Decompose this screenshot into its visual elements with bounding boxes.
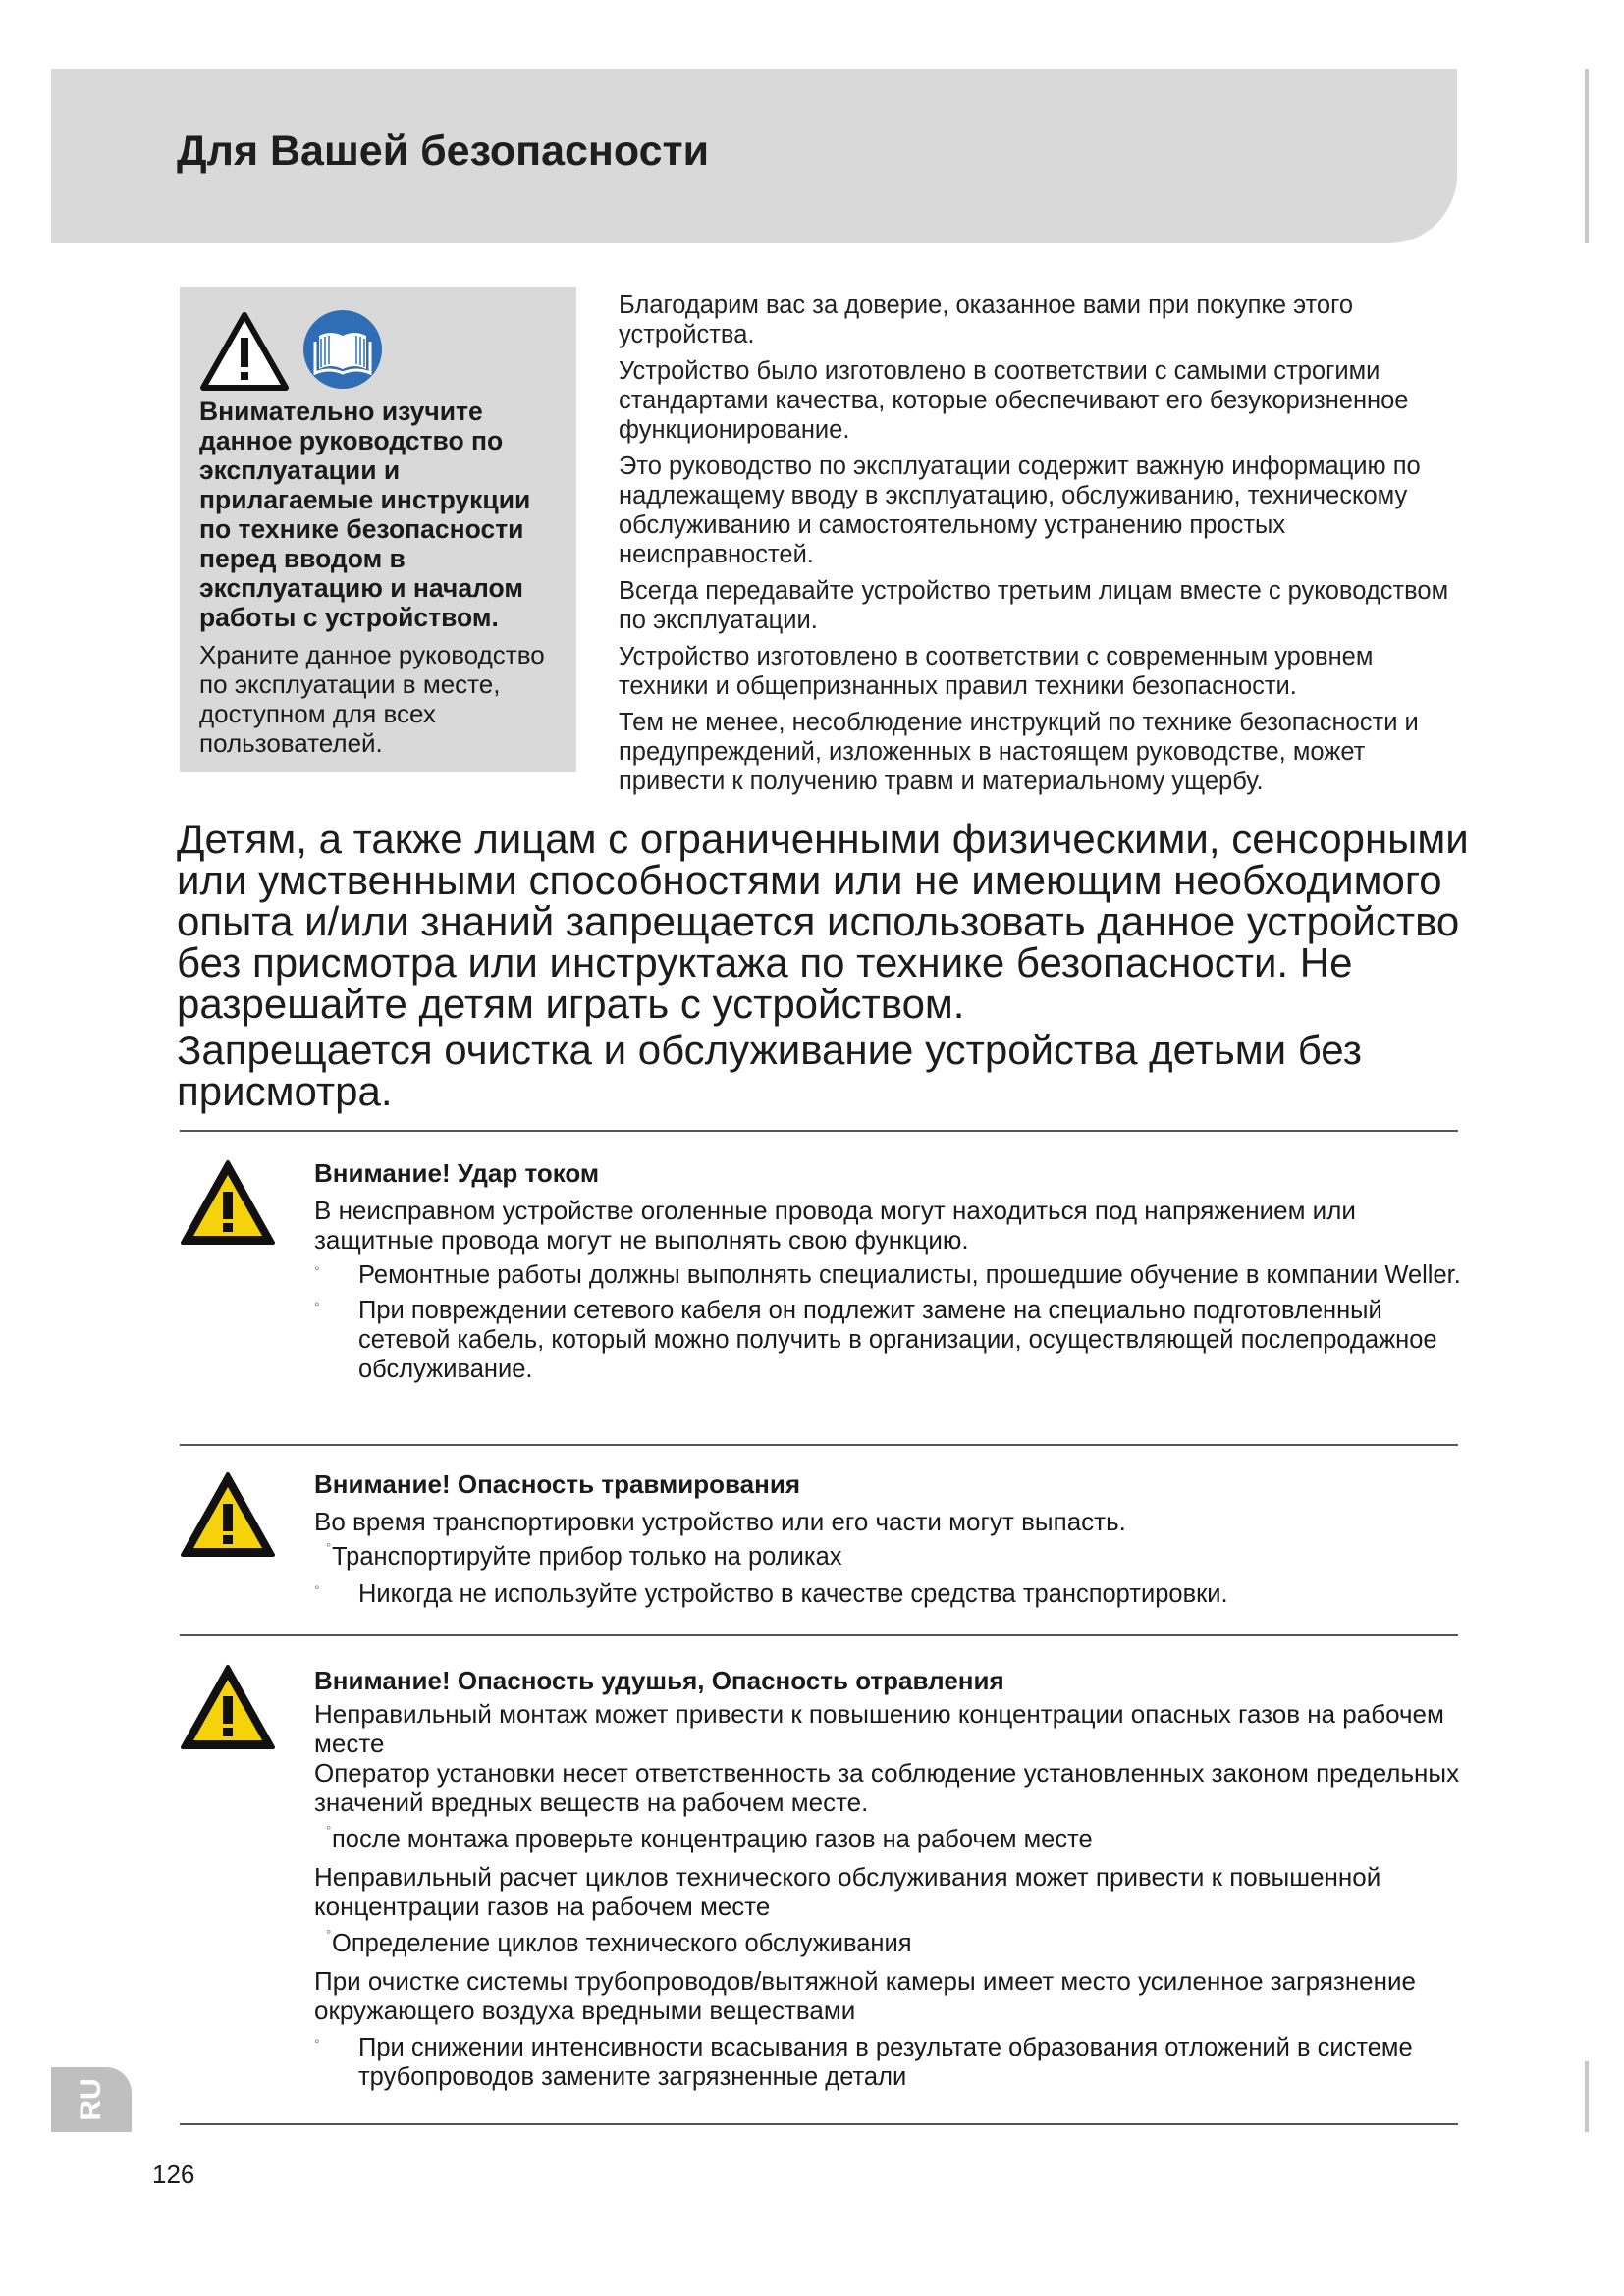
info-instruction-plain: Храните данное руководство по эксплуатации в месте, доступном для всех пользователей. [199,640,545,758]
warning-injury [314,1469,1463,1615]
edge-mark-top [1585,69,1589,243]
bullet-marker: ° [314,1582,320,1598]
info-box [180,287,576,772]
language-tab [51,2067,132,2132]
warning-text: Оператор установки несет ответственность за соблюдение установленных законом предельных значений вредных веществ на рабочем месте. [314,1758,1460,1817]
list-item-text: Ремонтные работы должны выполнять специалисты, прошедшие обучение в компании Weller. [358,1261,1461,1289]
warning-text: Неправильный монтаж может привести к повышению концентрации опасных газов на рабочем месте [314,1699,1444,1758]
warning-title: Внимание! Опасность удушья, Опасность отравления [314,1666,1004,1695]
children-warning [177,816,1473,1117]
list-item [314,1296,1463,1384]
intro-paragraph: Это руководство по эксплуатации содержит важную информацию по надлежащему вводу в эксплуатацию, обслуживанию, техническому обслуживанию и самостоятельному устранению простых неисправностей. [619,453,1421,568]
page-number: 126 [152,2160,195,2189]
edge-mark-bottom [1585,2061,1589,2132]
bullet-marker: ° [326,1540,332,1555]
warning-triangle-icon [199,310,290,393]
warning-text: Неправильный расчет циклов технического обслуживания может привести к повышенной концентрации газов на рабочем месте [314,1862,1381,1921]
bullet-marker: ° [314,2036,320,2052]
warning-text: В неисправном устройстве оголенные провода могут находиться под напряжением или защитные провода могут не выполнять свою функцию. [314,1196,1356,1255]
list-item [314,2033,1463,2092]
bullet-marker: ° [326,1927,332,1942]
warning-title: Внимание! Опасность травмирования [314,1469,800,1499]
children-warning-text-2: Запрещается очистка и обслуживание устройства детьми без присмотра. [177,1027,1362,1114]
list-item [314,1260,1463,1290]
sub-instruction-text: Определение циклов технического обслуживания [332,1930,912,1957]
warning-suffocation [314,1666,1463,2098]
intro-paragraph: Всегда передавайте устройство третьим лицам вместе с руководством по эксплуатации. [619,577,1449,634]
sub-instruction-text: Транспортируйте прибор только на роликах [332,1543,842,1571]
intro-text [619,291,1463,803]
info-icons [199,308,557,397]
list-item-text: Никогда не используйте устройство в качестве средства транспортировки. [358,1580,1228,1608]
warning-triangle-icon [179,1158,277,1247]
divider [180,1634,1458,1636]
manual-book-icon [301,308,384,391]
warning-text: При очистке системы трубопроводов/вытяжной камеры имеет место усиленное загрязнение окружающего воздуха вредными веществами [314,1966,1416,2025]
intro-paragraph: Устройство изготовлено в соответствии с современным уровнем техники и общепризнанных правил техники безопасности. [619,643,1374,700]
sub-instruction [314,1929,1463,1958]
sub-instruction [314,1825,1463,1854]
list-item-text: При повреждении сетевого кабеля он подлежит замене на специально подготовленный сетевой кабель, который можно получить в организации, осуществляющей послепродажное обслуживание. [358,1297,1437,1383]
language-tab-label: RU [75,2078,107,2121]
sub-instruction [314,1542,1463,1572]
sub-instruction-text: после монтажа проверьте концентрацию газов на рабочем месте [332,1826,1093,1853]
divider [180,1130,1458,1132]
intro-paragraph: Благодарим вас за доверие, оказанное вами при покупке этого устройства. [619,292,1354,348]
page-title: Для Вашей безопасности [177,128,710,175]
list-item-text: При снижении интенсивности всасывания в результате образования отложений в системе трубопроводов замените загрязненные детали [358,2034,1413,2091]
bullet-marker: ° [326,1823,332,1838]
warning-triangle-icon [179,1663,277,1751]
warning-electric-shock [314,1158,1463,1390]
warning-text: Во время транспортировки устройство или его части могут выпасть. [314,1507,1126,1536]
warning-title: Внимание! Удар током [314,1158,600,1188]
divider [180,1444,1458,1446]
intro-paragraph: Устройство было изготовлено в соответствии с самыми строгими стандартами качества, которые обеспечивают его безукоризненное функционирование. [619,357,1409,444]
children-warning-text: Детям, а также лицам с ограниченными физическими, сенсорными или умственными способностями или не имеющим необходимого опыта и/или знаний запрещается использовать данное устройство без присмотра или инструктажа по технике безопасности. Не разрешайте детям играть с устройством. [177,816,1469,1027]
intro-paragraph: Тем не менее, несоблюдение инструкций по технике безопасности и предупреждений, изложенных в настоящем руководстве, может привести к получению травм и материальному ущербу. [619,709,1419,795]
bullet-marker: ° [314,1263,320,1279]
info-instruction-bold: Внимательно изучите данное руководство по эксплуатации и прилагаемые инструкции по технике безопасности перед вводом в эксплуатацию и началом работы с устройством. [199,397,531,632]
bullet-marker: ° [314,1299,320,1314]
list-item [314,1579,1463,1609]
divider [180,2123,1458,2125]
warning-triangle-icon [179,1470,277,1559]
